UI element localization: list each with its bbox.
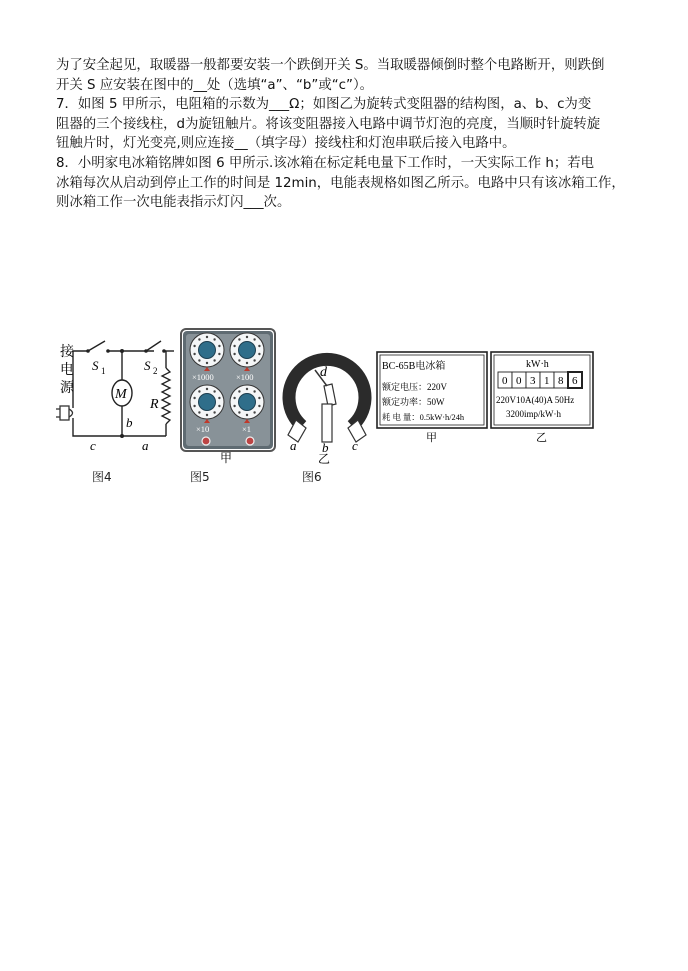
- dial-tick: [218, 345, 220, 347]
- text-line-5: 钮触片时，灯光变亮,则应连接__（填字母）接线柱和灯泡串联后接入电路中。: [56, 136, 516, 152]
- figure-6-nameplate: [376, 351, 488, 443]
- resistor-symbol: [162, 368, 170, 424]
- dial-tick: [206, 414, 208, 416]
- dial-tick: [238, 359, 240, 361]
- rheostat-label-b: b: [322, 440, 329, 455]
- meter-digit: 0: [502, 375, 508, 387]
- multiplier-100: ×100: [236, 372, 254, 382]
- dial-tick: [258, 345, 260, 347]
- dial-knob: [239, 342, 256, 359]
- rheostat-label-c: c: [352, 438, 358, 453]
- dial-tick: [218, 397, 220, 399]
- switch-s1-label: S: [92, 358, 99, 373]
- dial-tick: [246, 362, 248, 364]
- dial-tick: [246, 414, 248, 416]
- dial-tick: [233, 353, 235, 355]
- text-line-4: 阻器的三个接线柱，d为旋钮触片。将该变阻器接入电路中调节灯泡的亮度，当顺时针旋转旋: [56, 116, 601, 132]
- rheostat-sub-caption: 乙: [318, 452, 331, 464]
- question-text: [56, 56, 636, 213]
- dial-tick: [218, 405, 220, 407]
- terminal-right: [246, 437, 254, 445]
- rheostat-label-d: d: [320, 365, 327, 380]
- meter-digit: 6: [572, 375, 578, 387]
- dial-knob: [239, 394, 256, 411]
- meter-digit: 1: [544, 375, 550, 387]
- dial-tick: [206, 388, 208, 390]
- dial-tick: [198, 359, 200, 361]
- figure-4-circuit: [56, 336, 180, 460]
- switch-s2: [144, 341, 166, 353]
- terminal-left: [202, 437, 210, 445]
- figure-6-rheostat: [282, 342, 372, 464]
- nameplate-sub-caption: 甲: [426, 432, 437, 443]
- text-line-7: 冰箱每次从启动到停止工作的时间是 12min，电能表规格如图乙所示。电路中只有该冰箱工作，: [56, 175, 625, 191]
- dial-tick: [213, 390, 215, 392]
- motor-label: M: [115, 387, 127, 402]
- dial-tick: [213, 411, 215, 413]
- figure-6-caption: 图6: [302, 470, 322, 484]
- figure-6-energy-meter: [490, 351, 594, 443]
- figure-5-resistance-box: [180, 328, 276, 464]
- dial-tick: [206, 336, 208, 338]
- text-line-1: 为了安全起见，取暖器一般都要安装一个跌倒开关 S。当取暖器倾倒时整个电路断开，则跌倒: [56, 58, 605, 73]
- meter-sub-caption: 乙: [536, 432, 547, 443]
- dial-tick: [238, 338, 240, 340]
- source-label-3: 源: [60, 381, 74, 396]
- dial-tick: [198, 390, 200, 392]
- point-b-label: b: [126, 415, 133, 430]
- nameplate-model: BC-65B电冰箱: [382, 361, 446, 372]
- dial-tick: [193, 405, 195, 407]
- point-a-label: a: [142, 438, 149, 453]
- nameplate-power: 额定功率：50W: [382, 397, 445, 407]
- text-line-2: 开关 S 应安装在图中的__处（选填“a”、“b”或“c”）。: [56, 77, 374, 93]
- dial-tick: [246, 388, 248, 390]
- dial-knob: [199, 394, 216, 411]
- dial-tick: [246, 336, 248, 338]
- dial-tick: [213, 359, 215, 361]
- point-c-label: c: [90, 438, 96, 453]
- text-line-3: 7．如图 5 甲所示，电阻箱的示数为___Ω；如图乙为旋转式变阻器的结构图，a、b、c为变: [56, 97, 592, 113]
- dial-tick: [253, 359, 255, 361]
- dial-tick: [193, 397, 195, 399]
- text-line-6: 8．小明家电冰箱铭牌如图 6 甲所示.该冰箱在标定耗电量下工作时，一天实际工作 h；若电: [56, 155, 595, 171]
- dial-tick: [206, 362, 208, 364]
- switch-s2-label: S: [144, 358, 151, 373]
- nameplate-energy: 耗 电 量：0.5kW·h/24h: [382, 413, 465, 422]
- dial-tick: [253, 411, 255, 413]
- dial-tick: [258, 405, 260, 407]
- multiplier-1000: ×1000: [192, 372, 214, 382]
- dial-tick: [233, 345, 235, 347]
- meter-spec-1: 220V10A(40)A 50Hz: [496, 395, 575, 405]
- dial-tick: [193, 345, 195, 347]
- figure-5-sub-caption: 甲: [220, 451, 233, 464]
- dial-tick: [253, 338, 255, 340]
- dial-tick: [233, 397, 235, 399]
- switch-s1: [86, 341, 110, 353]
- dial-tick: [258, 353, 260, 355]
- multiplier-10: ×10: [196, 424, 210, 434]
- dial-knob: [199, 342, 216, 359]
- dial-tick: [193, 353, 195, 355]
- dial-tick: [258, 397, 260, 399]
- text-line-8: 则冰箱工作一次电能表指示灯闪___次。: [56, 195, 291, 211]
- multiplier-1: ×1: [242, 424, 252, 434]
- dial-tick: [198, 411, 200, 413]
- source-label-2: 电: [60, 363, 74, 378]
- meter-digit: 0: [516, 375, 522, 387]
- dial-tick: [238, 390, 240, 392]
- rheostat-label-a: a: [290, 438, 297, 453]
- dial-tick: [253, 390, 255, 392]
- meter-spec-2: 3200imp/kW·h: [506, 409, 561, 419]
- figure-5-caption: 图5: [190, 470, 210, 484]
- figure-4-caption: 图4: [92, 470, 112, 484]
- meter-unit: kW·h: [526, 359, 549, 370]
- switch-s2-sub: 2: [153, 366, 158, 376]
- slider-d: [315, 370, 336, 442]
- meter-digit: 8: [558, 375, 564, 387]
- switch-s1-sub: 1: [101, 366, 106, 376]
- plug-icon: [56, 406, 73, 420]
- dial-tick: [213, 338, 215, 340]
- dial-tick: [238, 411, 240, 413]
- meter-digit: 3: [530, 375, 536, 387]
- source-label-1: 接: [60, 345, 74, 360]
- dial-tick: [233, 405, 235, 407]
- nameplate-voltage: 额定电压：220V: [382, 382, 447, 392]
- dial-tick: [218, 353, 220, 355]
- resistor-label: R: [150, 397, 159, 412]
- dial-tick: [198, 338, 200, 340]
